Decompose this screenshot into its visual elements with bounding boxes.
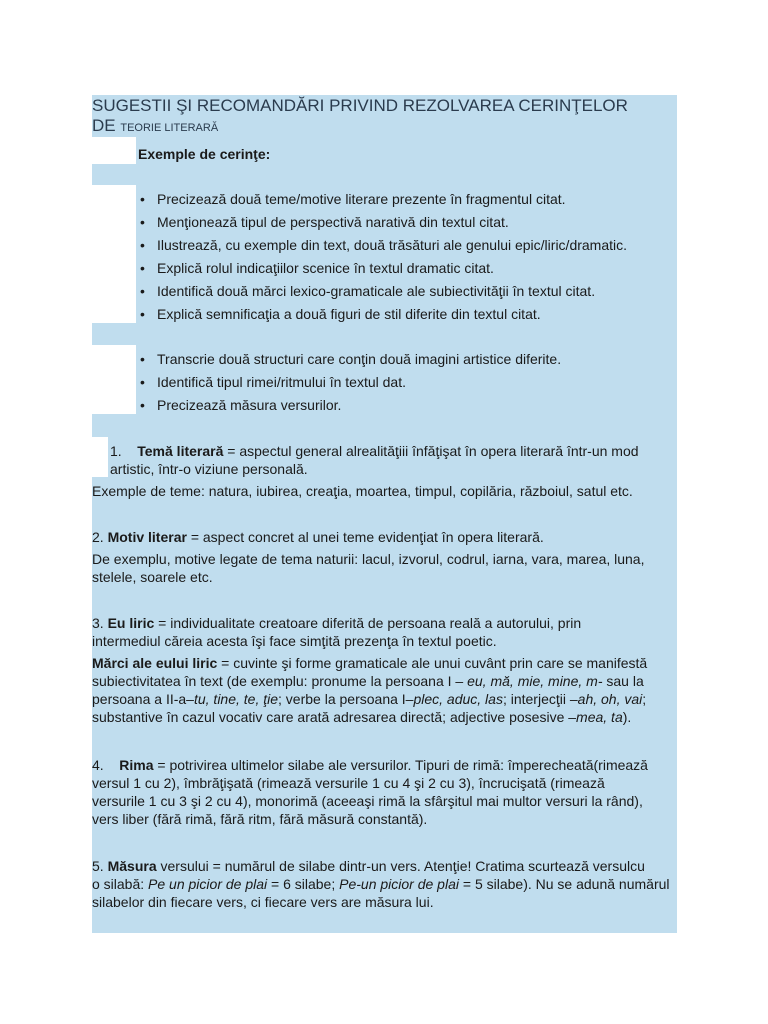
white-gap — [92, 137, 136, 164]
list-item: • Explică semnificaţia a două figuri de stil diferite din textul citat. — [92, 303, 677, 326]
section-rhyme: 4. Rima = potrivirea ultimelor silabe ale versurilor. Tipuri de rimă: împerecheată(rimează versul 1 cu 2), îmbrăţişată (rimează versurile 1 cu 4 şi 2 cu 3), încrucişată (rimează versurile 1 cu 3 şi 2 cu 4), monorimă (aceeaşi rimă la sfârşitul mai multor versuri la rând), vers liber (fără rimă, fără ritm, fără măsură constantă). — [92, 757, 648, 827]
section-theme: 1. Temă literară = aspectul general alrealităţiii înfăţişat în opera literară într-un mod artistic, într-o viziune personală. Exemple de teme: natura, iubirea, creaţia, moartea, timpul, copilăria, războiul, satul etc. — [92, 442, 677, 500]
term-label: Mărci ale eului liric — [92, 655, 218, 671]
list-item: • Explică rolul indicaţiilor scenice în textul dramatic citat. — [92, 257, 677, 280]
term-label: Rima — [119, 757, 154, 773]
examples-heading: Exemple de cerinţe: — [138, 146, 271, 162]
list-item: • Identifică tipul rimei/ritmului în textul dat. — [92, 371, 677, 394]
section-lyric-self: 3. Eu liric = individualitate creatoare diferită de persoana reală a autorului, prin intermediul căreia acesta îşi face simţită prezenţa în textul poetic. Mărci ale eului liric = cuvinte şi forme gramaticale ale unui cuvânt prin care se manifestă subiectivitatea în text (de exemplu: pronume la persoana I – eu, mă, mie, mine, m- sau la persoana a II-a–tu, tine, te, ţie; verbe la persoana I–plec, aduc, las; interjecţii –ah, oh, vai; substantive în cazul vocativ care arată adresarea directă; adjective posesive –mea, ta). — [92, 615, 648, 725]
list-item: • Menţionează tipul de perspectivă narativă din textul citat. — [92, 211, 677, 234]
list-item: • Ilustrează, cu exemple din text, două trăsături ale genului epic/liric/dramatic. — [92, 234, 677, 257]
page-title — [92, 96, 677, 138]
list-item: • Identifică două mărci lexico-gramaticale ale subiectivităţii în textul citat. — [92, 280, 677, 303]
list-item: • Precizează două teme/motive literare prezente în fragmentul citat. — [92, 188, 677, 211]
title-line-1: SUGESTII ŞI RECOMANDĂRI PRIVIND REZOLVAREA CERINŢELOR — [92, 96, 628, 115]
term-label: Temă literară — [137, 443, 224, 459]
section-motif: 2. Motiv literar = aspect concret al unei teme evidenţiat în opera literară. De exemplu, motive legate de tema naturii: lacul, izvorul, codrul, iarna, vara, marea, luna, stelele, soarele etc. — [92, 529, 645, 585]
requirements-list-2 — [92, 348, 677, 417]
term-label: Măsura — [107, 858, 157, 874]
term-label: Motiv literar — [107, 529, 187, 545]
theme-examples: Exemple de teme: natura, iubirea, creaţia, moartea, timpul, copilăria, războiul, satul etc. — [92, 483, 633, 499]
term-label: Eu liric — [107, 615, 155, 631]
requirements-list-1 — [92, 188, 677, 326]
section-measure: 5. Măsura versului = numărul de silabe dintr-un vers. Atenţie! Cratima scurtează versulcu o silabă: Pe un picior de plai = 6 silabe; Pe-un picior de plai = 5 silabe). Nu se adună numărul silabelor din fiecare vers, ci fiecare vers are măsura lui. — [92, 858, 670, 910]
list-item: • Precizează măsura versurilor. — [92, 394, 677, 417]
title-line-2: DE TEORIE LITERARĂ — [92, 116, 219, 135]
list-item: • Transcrie două structuri care conţin două imagini artistice diferite. — [92, 348, 677, 371]
